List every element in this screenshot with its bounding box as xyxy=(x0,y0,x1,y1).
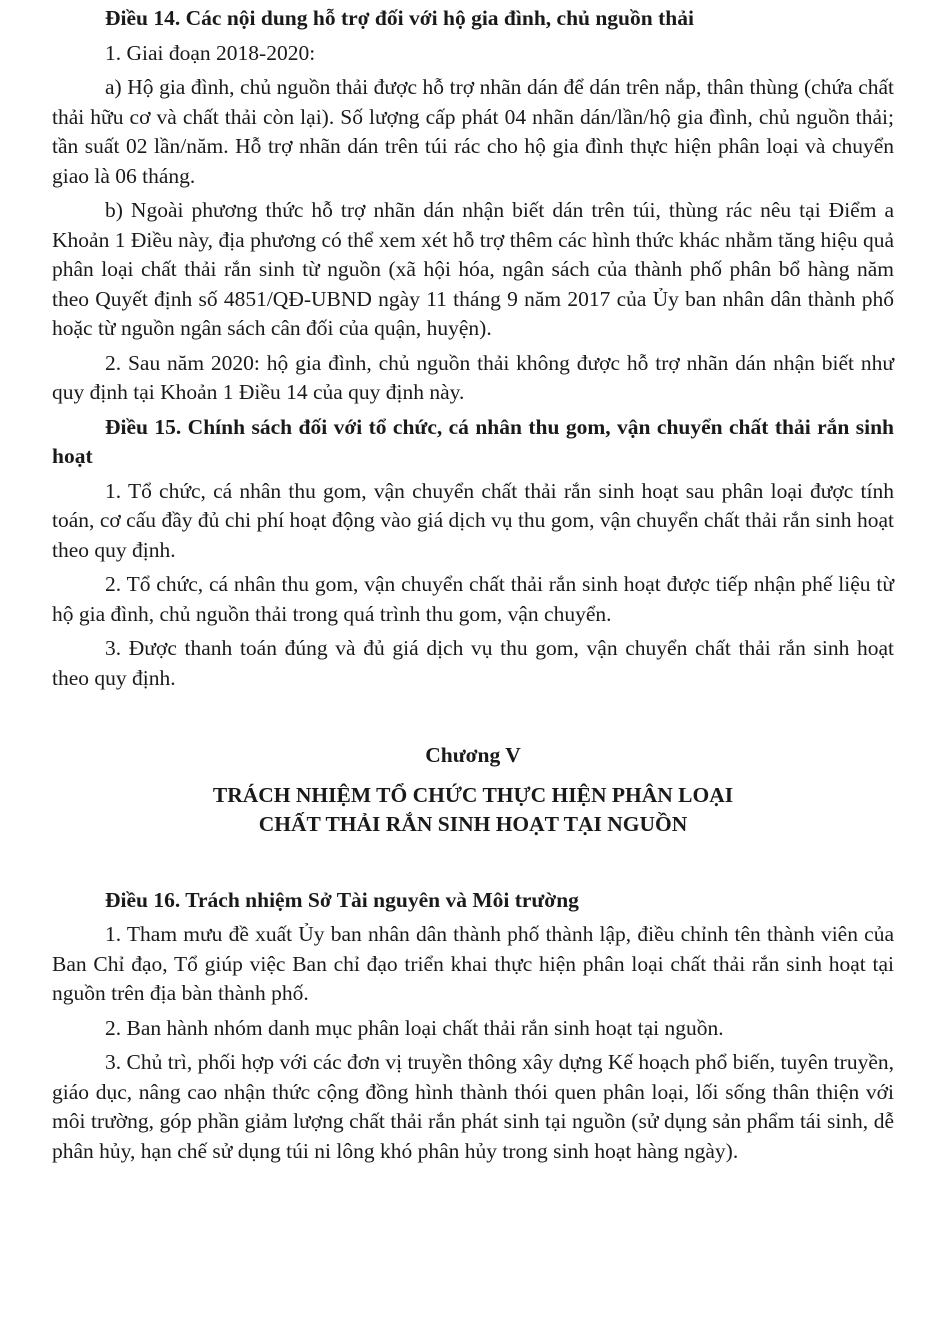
article-15-clause-2: 2. Tổ chức, cá nhân thu gom, vận chuyển chất thải rắn sinh hoạt được tiếp nhận phế liệu từ hộ gia đình, chủ nguồn thải trong quá trình thu gom, vận chuyển. xyxy=(52,572,894,626)
article-14-point-b: b) Ngoài phương thức hỗ trợ nhãn dán nhận biết dán trên túi, thùng rác nêu tại Điểm a Khoản 1 Điều này, địa phương có thể xem xét hỗ trợ thêm các hình thức khác nhằm tăng hiệu quả phân loại chất thải rắn sinh từ nguồn (xã hội hóa, ngân sách của thành phố phân bổ hàng năm theo Quyết định số 4851/QĐ-UBND ngày 11 tháng 9 năm 2017 của Ủy ban nhân dân thành phố hoặc từ nguồn ngân sách cân đối của quận, huyện). xyxy=(52,198,894,340)
article-14-point-a: a) Hộ gia đình, chủ nguồn thải được hỗ trợ nhãn dán để dán trên nắp, thân thùng (chứa chất thải hữu cơ và chất thải còn lại). Số lượng cấp phát 04 nhãn dán/lần/hộ gia đình, chủ nguồn thải; tần suất 02 lần/năm. Hỗ trợ nhãn dán trên túi rác cho hộ gia đình thực hiện phân loại và chuyển giao là 06 tháng. xyxy=(52,75,894,188)
article-16-clause-3: 3. Chủ trì, phối hợp với các đơn vị truyền thông xây dựng Kế hoạch phổ biến, tuyên truyền, giáo dục, nâng cao nhận thức cộng đồng hình thành thói quen phân loại, lối sống thân thiện với môi trường, góp phần giảm lượng chất thải rắn phát sinh tại nguồn (sử dụng sản phẩm tái sinh, dễ phân hủy, hạn chế sử dụng túi ni lông khó phân hủy trong sinh hoạt hàng ngày). xyxy=(52,1050,894,1163)
article-16-clause-2: 2. Ban hành nhóm danh mục phân loại chất thải rắn sinh hoạt tại nguồn. xyxy=(105,1015,724,1040)
article-14-clause-1: 1. Giai đoạn 2018-2020: xyxy=(105,40,316,65)
article-15-clause-1: 1. Tổ chức, cá nhân thu gom, vận chuyển chất thải rắn sinh hoạt sau phân loại được tính toán, cơ cấu đầy đủ chi phí hoạt động vào giá dịch vụ thu gom, vận chuyển chất thải rắn sinh hoạt theo quy định. xyxy=(52,478,894,562)
chapter-title-line-1: TRÁCH NHIỆM TỔ CHỨC THỰC HIỆN PHÂN LOẠI xyxy=(212,782,734,807)
chapter-number: Chương V xyxy=(425,743,521,767)
chapter-title-line-2: CHẤT THẢI RẮN SINH HOẠT TẠI NGUỒN xyxy=(258,812,688,836)
document-page xyxy=(0,4,936,1342)
article-15-clause-3: 3. Được thanh toán đúng và đủ giá dịch vụ thu gom, vận chuyển chất thải rắn sinh hoạt theo quy định. xyxy=(52,636,894,690)
article-16-clause-1: 1. Tham mưu đề xuất Ủy ban nhân dân thành phố thành lập, điều chỉnh tên thành viên của Ban Chỉ đạo, Tổ giúp việc Ban chỉ đạo triển khai thực hiện phân loại chất thải rắn sinh hoạt tại nguồn trên địa bàn thành phố. xyxy=(52,922,894,1005)
article-14-clause-2: 2. Sau năm 2020: hộ gia đình, chủ nguồn thải không được hỗ trợ nhãn dán nhận biết như quy định tại Khoản 1 Điều 14 của quy định này. xyxy=(52,350,894,404)
article-15-heading: Điều 15. Chính sách đối với tổ chức, cá nhân thu gom, vận chuyển chất thải rắn sinh hoạt xyxy=(52,414,894,468)
article-16-heading: Điều 16. Trách nhiệm Sở Tài nguyên và Môi trường xyxy=(105,887,579,912)
article-14-heading: Điều 14. Các nội dung hỗ trợ đối với hộ gia đình, chủ nguồn thải xyxy=(105,6,694,30)
